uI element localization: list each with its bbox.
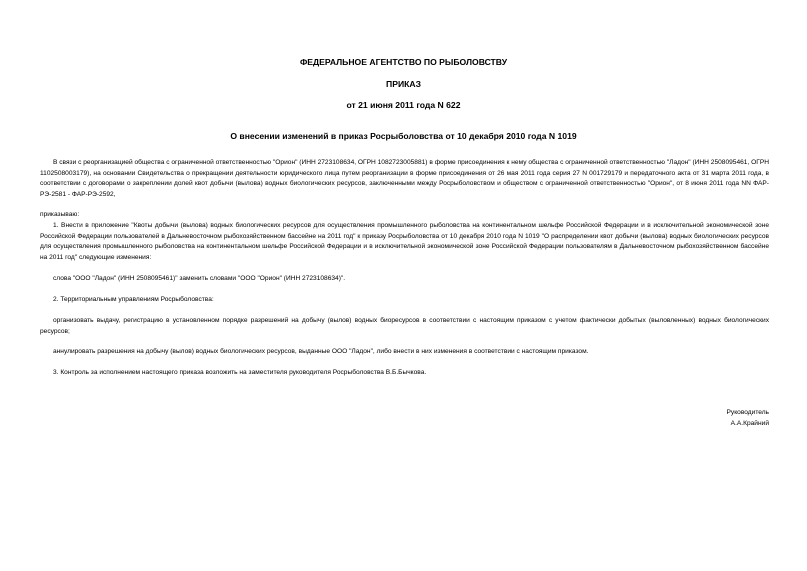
item-2-paragraph: 2. Территориальным управлениям Росрыболовства: — [53, 296, 214, 303]
item-3-paragraph: 3. Контроль за исполнением настоящего приказа возложить на заместителя руководителя Росрыболовства В.Б.Бычкова. — [53, 369, 427, 376]
signature-name: А.А.Крайний — [730, 420, 769, 427]
order-word: приказываю: — [40, 211, 80, 218]
item-1-paragraph: 1. Внести в приложение "Квоты добычи (вылова) водных биологических ресурсов для осуществления промышленного рыболовства на континентальном шельфе Российской Федерации и в исключительной экономической зоне Российской Федерации пользователей в Дальневосточном рыбохозяйственном бассейне на 2011 год" к приказу Росрыболовства от 10 декабря 2010 года N 1019 "О распределении квот добычи (вылова) водных биологических ресурсов для осуществления промышленного рыболовства на континентальном шельфе Российской Федерации и в исключительной экономической зоне Российской Федерации пользователям в Дальневосточном рыбохозяйственном бассейне на 2011 год" следующие изменения: — [40, 222, 769, 261]
date-number-heading: от 21 июня 2011 года N 622 — [346, 100, 461, 110]
item-2a-paragraph: организовать выдачу, регистрацию в установленном порядке разрешений на добычу (вылов) водных биоресурсов в соответствии с настоящим приказом с учетом фактически добытых (выловленных) водных биологических ресурсов; — [40, 317, 769, 335]
signature-position: Руководитель — [726, 409, 769, 416]
item-1-change-paragraph: слова "ООО "Ладон" (ИНН 2508095461)" заменить словами "ООО "Орион" (ИНН 2723108634)". — [53, 275, 346, 282]
document-title: О внесении изменений в приказ Росрыболовства от 10 декабря 2010 года N 1019 — [230, 131, 577, 141]
item-2b-paragraph: аннулировать разрешения на добычу (вылов) водных биологических ресурсов, выданные ООО "Ладон", либо внести в них изменения в соответствии с настоящим приказом. — [53, 348, 589, 355]
agency-heading: ФЕДЕРАЛЬНОЕ АГЕНТСТВО ПО РЫБОЛОВСТВУ — [299, 57, 508, 67]
preamble-paragraph: В связи с реорганизацией общества с ограниченной ответственностью "Орион" (ИНН 2723108634, ОГРН 1082723005881) в форме присоединения к нему общества с ограниченной ответственностью "Ладон" (ИНН 2508095461, ОГРН 1102508003179), на основании Свидетельства о прекращении деятельности юридического лица путем реорганизации в форме присоединения от 26 мая 2011 года серия 27 N 001729179 и передаточного акта от 31 марта 2011 года, в соответствии с договорами о закреплении долей квот добычи (вылова) водных биологических ресурсов, заключенными между Росрыболовством и обществом с ограниченной ответственностью "Орион", от 8 июня 2011 года NN ФАР-РЭ-2581 - ФАР-РЭ-2592, — [40, 159, 769, 198]
document-type-heading: ПРИКАЗ — [386, 79, 421, 89]
